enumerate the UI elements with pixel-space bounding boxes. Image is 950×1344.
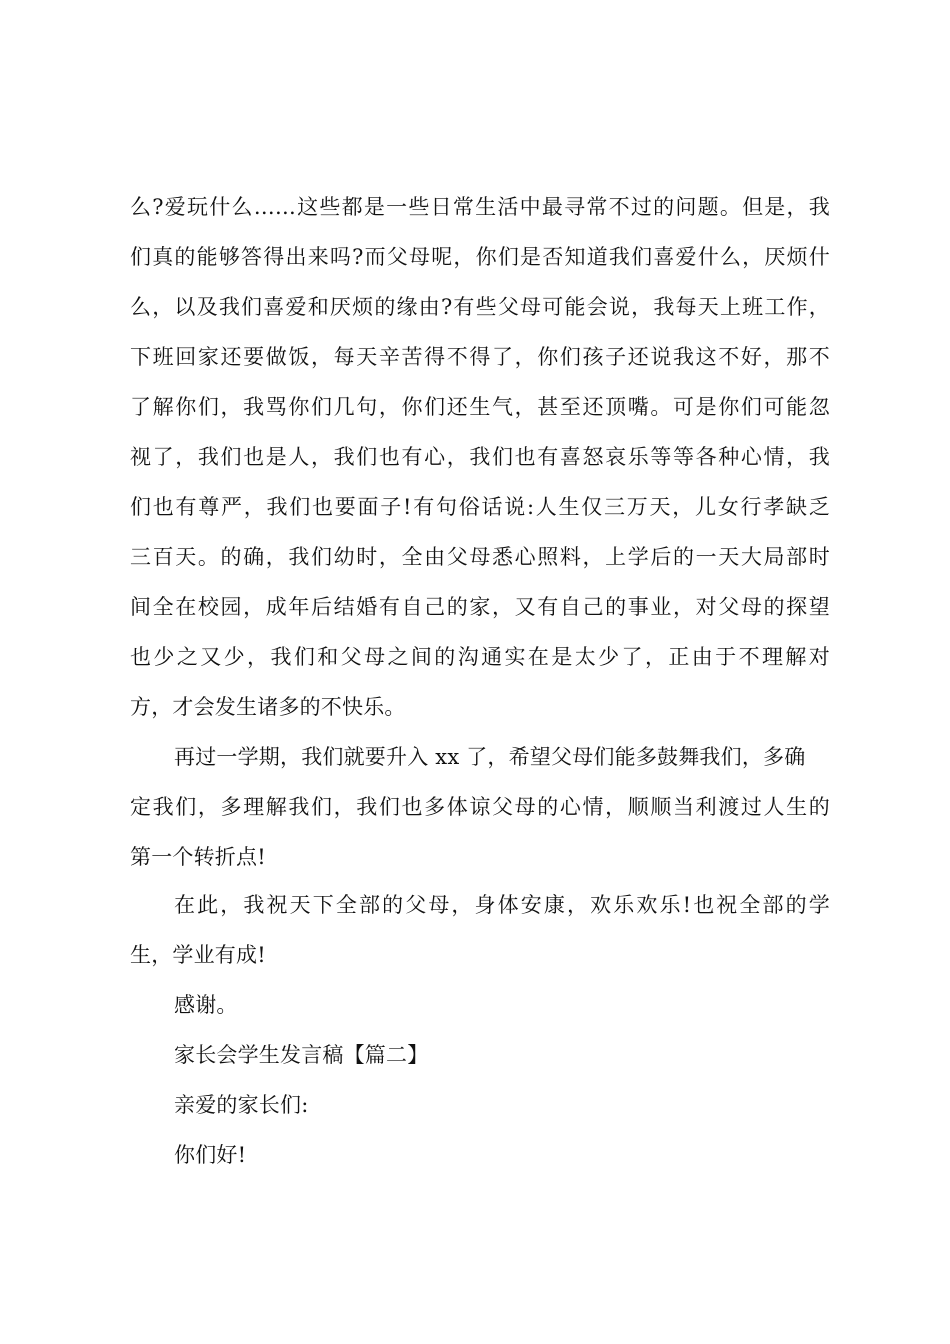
paragraph-1-line-6: 视了，我们也是人，我们也有心，我们也有喜怒哀乐等等各种心情，我 (130, 445, 830, 469)
thanks-text: 感谢。 (174, 993, 238, 1017)
paragraph-1-line-4: 下班回家还要做饭，每天辛苦得不得了，你们孩子还说我这不好，那不 (130, 345, 830, 369)
paragraph-1-line-1: 么?爱玩什么……这些都是一些日常生活中最寻常不过的问题。但是，我 (130, 195, 830, 219)
paragraph-1-line-5: 了解你们，我骂你们几句，你们还生气，甚至还顶嘴。可是你们可能忽 (130, 395, 830, 419)
paragraph-1-line-8: 三百天。的确，我们幼时，全由父母悉心照料，上学后的一天大局部时 (130, 545, 830, 569)
paragraph-1-line-2: 们真的能够答得出来吗?而父母呢，你们是否知道我们喜爱什么，厌烦什 (130, 245, 830, 269)
paragraph-1-line-11: 方，才会发生诸多的不快乐。 (130, 695, 406, 719)
paragraph-2-line-3: 第一个转折点! (130, 845, 266, 869)
paragraph-1-line-7: 们也有尊严，我们也要面子!有句俗话说:人生仅三万天，儿女行孝缺乏 (130, 495, 830, 519)
paragraph-1-line-3: 么，以及我们喜爱和厌烦的缘由?有些父母可能会说，我每天上班工作， (130, 295, 830, 319)
greeting: 你们好! (174, 1143, 247, 1167)
paragraph-2-line-2: 定我们，多理解我们，我们也多体谅父母的心情，顺顺当利渡过人生的 (130, 795, 830, 819)
paragraph-1-line-9: 间全在校园，成年后结婚有自己的家，又有自己的事业，对父母的探望 (130, 595, 830, 619)
paragraph-2-line-1: 再过一学期，我们就要升入 xx 了，希望父母们能多鼓舞我们，多确 (174, 745, 806, 769)
section-title: 家长会学生发言稿【篇二】 (174, 1043, 429, 1067)
paragraph-3-line-2: 生，学业有成! (130, 943, 266, 967)
salutation: 亲爱的家长们: (174, 1093, 309, 1117)
paragraph-1-line-10: 也少之又少，我们和父母之间的沟通实在是太少了，正由于不理解对 (130, 645, 830, 669)
paragraph-3-line-1: 在此，我祝天下全部的父母，身体安康，欢乐欢乐!也祝全部的学 (174, 893, 830, 917)
